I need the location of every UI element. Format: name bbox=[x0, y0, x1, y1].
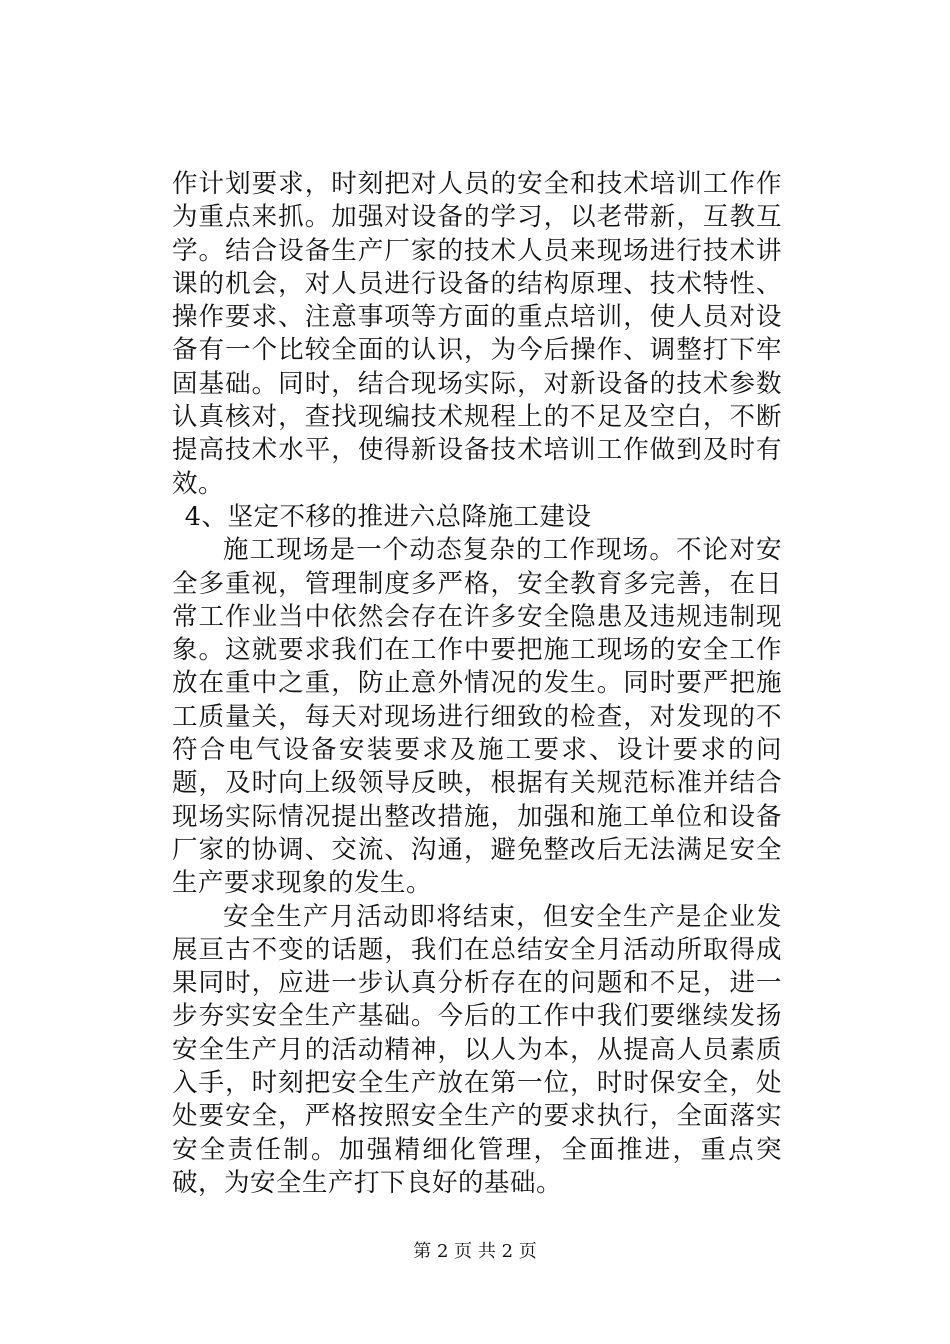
page-footer: 第 2 页 共 2 页 bbox=[413, 1241, 537, 1262]
section-heading-construction: 4、坚定不移的推进六总降施工建设 bbox=[184, 501, 592, 532]
paragraph-construction-site: 施工现场是一个动态复杂的工作现场。不论对安全多重视，管理制度多严格，安全教育多完善，在日常工作业当中依然会存在许多安全隐患及违规违制现象。这就要求我们在工作中要把施工现场的安全工作放在重中之重，防止意外情况的发生。同时要严把施工质量关，每天对现场进行细致的检查，对发现的不符合电气设备安装要求及施工要求、设计要求的问题，及时向上级领导反映，根据有关规范标准并结合现场实际情况提出整改措施，加强和施工单位和设备厂家的协调、交流、沟通，避免整改后无法满足安全生产要求现象的发生。 bbox=[172, 535, 782, 899]
paragraph-conclusion: 安全生产月活动即将结束，但安全生产是企业发展亘古不变的话题，我们在总结安全月活动所取得成果同时，应进一步认真分析存在的问题和不足，进一步夯实安全生产基础。今后的工作中我们要继续发扬安全生产月的活动精神，以人为本，从提高人员素质入手，时刻把安全生产放在第一位，时时保安全，处处要安全，严格按照安全生产的要求执行，全面落实安全责任制。加强精细化管理，全面推进，重点突破，为安全生产打下良好的基础。 bbox=[172, 901, 782, 1198]
document-body bbox=[172, 168, 782, 1200]
paragraph-training-continued: 作计划要求，时刻把对人员的安全和技术培训工作作为重点来抓。加强对设备的学习，以老带新，互教互学。结合设备生产厂家的技术人员来现场进行技术讲课的机会，对人员进行设备的结构原理、技术特性、操作要求、注意事项等方面的重点培训，使人员对设备有一个比较全面的认识，为今后操作、调整打下牢固基础。同时，结合现场实际，对新设备的技术参数认真核对，查找现编技术规程上的不足及空白，不断提高技术水平，使得新设备技术培训工作做到及时有效。 bbox=[172, 169, 782, 499]
